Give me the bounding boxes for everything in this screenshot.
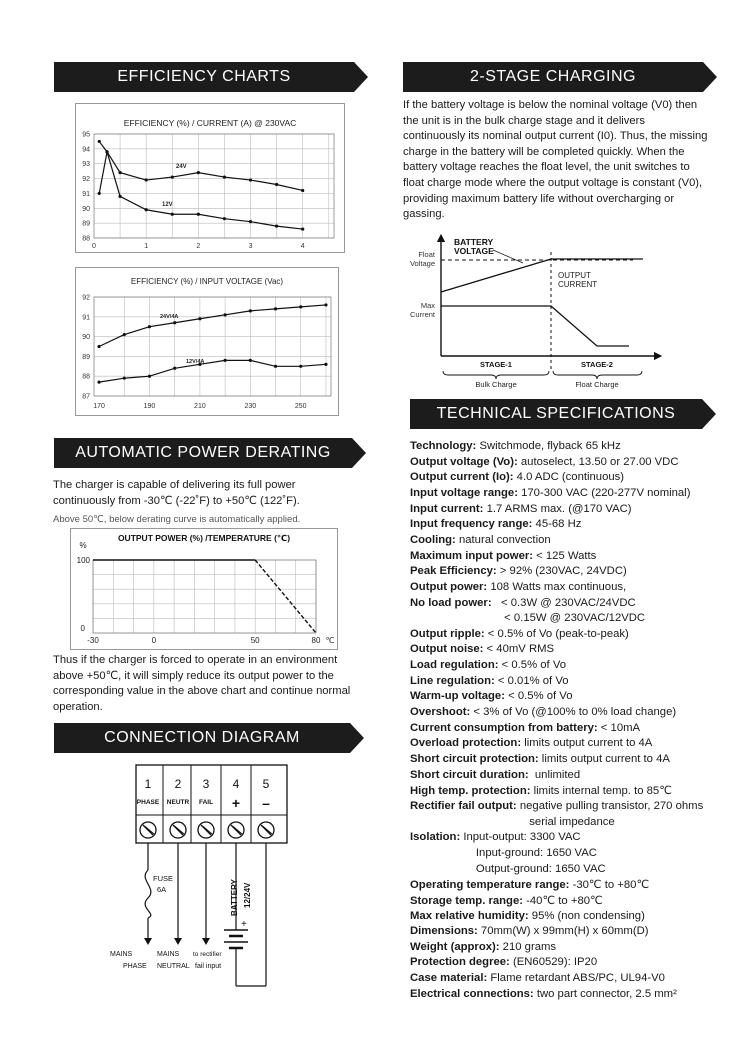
spec-value: 95% (non condensing) bbox=[528, 909, 645, 922]
spec-value: 1.7 ARMS max. (@170 VAC) bbox=[483, 502, 632, 515]
terminal-label: FAIL bbox=[198, 799, 214, 806]
data-point bbox=[105, 150, 108, 153]
data-point bbox=[301, 227, 304, 230]
efficiency-current-chart bbox=[76, 104, 344, 252]
spec-value: Input-output: 3300 VAC bbox=[460, 831, 581, 844]
x-tick-label: 250 bbox=[294, 403, 307, 410]
spec-value: < 40mV RMS bbox=[483, 643, 555, 656]
data-point bbox=[223, 217, 226, 220]
spec-row bbox=[410, 988, 677, 1000]
spec-key: Load regulation: bbox=[410, 659, 499, 672]
battery-plus: + bbox=[241, 919, 247, 930]
float-label-1: Float bbox=[418, 250, 435, 259]
x-unit-label: ℃ bbox=[325, 636, 335, 645]
spec-key: Cooling: bbox=[410, 533, 456, 546]
derating-slope-segment bbox=[255, 560, 316, 633]
derating-note: Above 50℃, below derating curve is automatically applied. bbox=[53, 514, 301, 525]
spec-value: two part connector, 2.5 mm² bbox=[533, 987, 677, 1000]
y-tick-label: 92 bbox=[82, 294, 90, 302]
x-tick-label: 2 bbox=[196, 243, 201, 250]
mains-phase-label: MAINS bbox=[110, 951, 133, 958]
spec-row bbox=[410, 722, 640, 734]
data-point bbox=[171, 213, 174, 216]
connection-diagram-header: CONNECTION DIAGRAM bbox=[54, 723, 350, 753]
spec-key: Input frequency range: bbox=[410, 518, 533, 531]
spec-value: < 0.5% of Vo bbox=[504, 690, 573, 703]
spec-row bbox=[410, 925, 649, 937]
derating-chart-box bbox=[70, 528, 338, 650]
spec-row bbox=[410, 581, 626, 593]
spec-row bbox=[410, 690, 573, 702]
neutral-label: NEUTRAL bbox=[157, 963, 190, 970]
x-tick-label: 4 bbox=[300, 243, 305, 250]
stage1-label: STAGE-1 bbox=[480, 360, 512, 369]
y-tick-label: 89 bbox=[82, 353, 90, 361]
data-point bbox=[249, 220, 252, 223]
y-tick-label: 95 bbox=[82, 131, 90, 139]
spec-row bbox=[410, 784, 672, 797]
bulk-charge-label: Bulk Charge bbox=[475, 380, 517, 389]
series-label-24v-4a: 24V/4A bbox=[160, 314, 179, 320]
data-point bbox=[98, 192, 101, 195]
spec-key: Overshoot: bbox=[410, 706, 471, 719]
efficiency-charts-header: EFFICIENCY CHARTS bbox=[54, 62, 354, 92]
spec-value: 45-68 Hz bbox=[532, 518, 582, 531]
y-tick-label: 91 bbox=[82, 190, 90, 198]
spec-row bbox=[410, 534, 551, 546]
two-stage-charging-header: 2-STAGE CHARGING bbox=[403, 62, 703, 92]
data-point bbox=[198, 317, 201, 320]
series-line-1 bbox=[99, 360, 326, 382]
spec-row bbox=[410, 863, 606, 875]
spec-value: 108 Watts max continuous, bbox=[487, 580, 627, 593]
power-derating-header: AUTOMATIC POWER DERATING bbox=[54, 438, 352, 468]
spec-row bbox=[410, 706, 676, 718]
efficiency-voltage-chart bbox=[76, 268, 338, 415]
x-tick-label: 3 bbox=[248, 243, 253, 250]
spec-row bbox=[410, 816, 615, 828]
y-tick-label: 88 bbox=[82, 373, 90, 381]
fail-input-label: fail input bbox=[195, 963, 222, 970]
spec-row bbox=[410, 612, 645, 624]
y-tick-label: 91 bbox=[82, 314, 90, 322]
spec-value: < 3% of Vo (@100% to 0% load change) bbox=[470, 706, 677, 719]
plot-frame bbox=[94, 297, 331, 396]
fuse-label: FUSE bbox=[153, 874, 174, 883]
data-point bbox=[274, 307, 277, 310]
terminal-label: NEUTR bbox=[166, 799, 190, 806]
x-tick-label: 80 bbox=[311, 636, 321, 645]
spec-value: Flame retardant ABS/PC, UL94-V0 bbox=[487, 972, 665, 985]
data-point bbox=[275, 225, 278, 228]
spec-row bbox=[410, 518, 581, 530]
output-current-label-1: OUTPUT bbox=[558, 271, 591, 280]
terminal-number: 4 bbox=[232, 777, 240, 791]
terminal-label: + bbox=[231, 795, 241, 811]
terminal-label: – bbox=[262, 795, 270, 811]
spec-row bbox=[410, 503, 632, 515]
data-point bbox=[145, 208, 148, 211]
data-point bbox=[118, 195, 121, 198]
spec-key: Short circuit duration: bbox=[410, 768, 529, 781]
spec-key: Rectifier fail output: bbox=[410, 799, 517, 812]
max-current-label-2: Current bbox=[409, 310, 435, 319]
spec-value: 70mm(W) x 99mm(H) x 60mm(D) bbox=[477, 925, 649, 938]
battery-voltage-pointer bbox=[493, 250, 523, 263]
y-tick-label: 89 bbox=[82, 220, 90, 228]
data-point bbox=[324, 303, 327, 306]
spec-value: limits output current to 4A bbox=[538, 753, 670, 765]
charging-paragraph: If the battery voltage is below the nominal voltage (V0) then the unit is in the bulk charge stage and it delivers continuously its nominal output current (I0). Thus, the missing charge in the battery will be completed quickly. When the battery voltage reaches the float level, the unit switches to float charge mode where the output voltage is constant (V0), providing maximum battery life without overcharging or gassing. bbox=[403, 99, 708, 221]
spec-row bbox=[410, 878, 649, 891]
series-line-0 bbox=[99, 305, 326, 347]
spec-row bbox=[410, 800, 703, 812]
spec-row bbox=[410, 753, 670, 765]
spec-row bbox=[410, 471, 624, 483]
fuse-rating: 6A bbox=[157, 885, 167, 894]
stage2-brace bbox=[553, 371, 642, 379]
spec-key: Line regulation: bbox=[410, 674, 495, 687]
spec-row bbox=[410, 956, 597, 968]
spec-value: < 0.15W @ 230VAC/12VDC bbox=[410, 612, 646, 625]
mains-neutral-label: MAINS bbox=[157, 951, 180, 958]
spec-row bbox=[410, 628, 629, 640]
series-label-24v: 24V bbox=[176, 164, 187, 170]
x-tick-label: 0 bbox=[151, 636, 157, 645]
spec-row bbox=[410, 941, 556, 953]
spec-value: Input-ground: 1650 VAC bbox=[410, 846, 597, 859]
spec-value: < 0.5% of Vo (peak-to-peak) bbox=[484, 627, 629, 640]
y-tick-label: 90 bbox=[82, 334, 90, 342]
spec-row bbox=[410, 847, 597, 859]
stage1-brace bbox=[443, 371, 549, 379]
spec-value: unlimited bbox=[528, 768, 581, 781]
spec-key: Warm-up voltage: bbox=[410, 690, 505, 703]
spec-value: limits internal temp. to 85℃ bbox=[530, 785, 672, 798]
spec-value: serial impedance bbox=[410, 815, 615, 828]
spec-key: Input current: bbox=[410, 502, 484, 515]
spec-key: Output noise: bbox=[410, 643, 484, 656]
y-tick-label: 92 bbox=[82, 176, 90, 184]
data-point bbox=[123, 377, 126, 380]
derating-chart bbox=[71, 529, 337, 649]
output-current-label-2: CURRENT bbox=[558, 280, 598, 289]
spec-value: 210 grams bbox=[499, 940, 557, 953]
data-point bbox=[224, 359, 227, 362]
spec-key: Weight (approx): bbox=[410, 940, 500, 953]
data-point bbox=[301, 189, 304, 192]
spec-row bbox=[410, 597, 636, 609]
spec-row bbox=[410, 831, 581, 843]
data-point bbox=[299, 365, 302, 368]
spec-key: Current consumption from battery: bbox=[410, 721, 598, 734]
data-point bbox=[299, 305, 302, 308]
data-point bbox=[118, 171, 121, 174]
spec-key: Output power: bbox=[410, 580, 488, 593]
fuse-symbol bbox=[145, 870, 151, 918]
spec-value: Switchmode, flyback 65 kHz bbox=[476, 440, 621, 452]
data-point bbox=[197, 213, 200, 216]
y-tick-label: 0 bbox=[80, 624, 85, 633]
spec-row bbox=[410, 737, 652, 749]
spec-value: limits output current to 4A bbox=[521, 737, 653, 750]
efficiency-current-chart-box bbox=[75, 103, 345, 253]
data-point bbox=[197, 171, 200, 174]
y-tick-label: 88 bbox=[82, 235, 90, 243]
stage2-label: STAGE-2 bbox=[581, 360, 613, 369]
battery-voltage-label-2: VOLTAGE bbox=[454, 246, 494, 256]
x-tick-label: 190 bbox=[143, 403, 156, 410]
spec-row bbox=[410, 769, 580, 781]
spec-value: (EN60529): IP20 bbox=[509, 956, 598, 969]
terminal-number: 3 bbox=[202, 777, 210, 791]
spec-value: < 10mA bbox=[597, 721, 641, 734]
spec-key: Operating temperature range: bbox=[410, 879, 570, 892]
technical-specs-header: TECHNICAL SPECIFICATIONS bbox=[410, 399, 702, 429]
spec-key: Protection degree: bbox=[410, 956, 510, 969]
spec-value: 170-300 VAC (220-277V nominal) bbox=[517, 486, 691, 499]
spec-key: Storage temp. range: bbox=[410, 894, 523, 907]
spec-key: Isolation: bbox=[410, 831, 461, 844]
spec-key: Max relative humidity: bbox=[410, 909, 529, 922]
phase-label: PHASE bbox=[123, 963, 147, 970]
y-tick-label: 100 bbox=[76, 556, 90, 565]
spec-row bbox=[410, 643, 554, 655]
battery-voltage-curve bbox=[441, 259, 643, 292]
data-point bbox=[145, 178, 148, 181]
data-point bbox=[173, 367, 176, 370]
spec-row bbox=[410, 910, 645, 922]
data-point bbox=[98, 140, 101, 143]
connection-diagram bbox=[100, 758, 300, 990]
spec-value: > 92% (230VAC, 24VDC) bbox=[496, 565, 627, 578]
float-label-2: Voltage bbox=[409, 259, 435, 268]
spec-row bbox=[410, 894, 603, 907]
data-point bbox=[173, 321, 176, 324]
to-rectifier-label: to rectifier bbox=[193, 951, 222, 958]
terminal-number: 2 bbox=[174, 777, 182, 791]
spec-key: Output voltage (Vo): bbox=[410, 455, 518, 468]
terminal-number: 5 bbox=[262, 777, 270, 791]
x-tick-label: 230 bbox=[244, 403, 257, 410]
x-tick-label: -30 bbox=[87, 636, 99, 645]
data-point bbox=[249, 309, 252, 312]
spec-key: Short circuit protection: bbox=[410, 753, 539, 765]
plot-frame bbox=[94, 134, 334, 238]
derating-paragraph-2: Thus if the charger is forced to operate in an environment above +50℃, it will simply reduce its output power to the corresponding value in the above chart and continue normal operation. bbox=[53, 654, 351, 713]
spec-key: Technology: bbox=[410, 440, 477, 452]
spec-value: natural convection bbox=[455, 533, 551, 546]
data-point bbox=[249, 178, 252, 181]
spec-value: negative pulling transistor, 270 ohms bbox=[516, 799, 704, 812]
spec-value: -40℃ to +80℃ bbox=[523, 894, 603, 907]
data-point bbox=[97, 381, 100, 384]
x-tick-label: 210 bbox=[194, 403, 206, 410]
data-point bbox=[324, 363, 327, 366]
derating-paragraph-1: The charger is capable of delivering its full power continuously from -30℃ (-22˚F) to +50℃ (122˚F). bbox=[53, 479, 300, 507]
output-current-curve bbox=[441, 306, 629, 346]
data-point bbox=[171, 175, 174, 178]
spec-value: -30℃ to +80℃ bbox=[569, 879, 650, 892]
spec-row bbox=[410, 659, 566, 671]
spec-key: Output ripple: bbox=[410, 627, 485, 640]
data-point bbox=[148, 375, 151, 378]
x-tick-label: 0 bbox=[92, 243, 96, 250]
charging-diagram bbox=[403, 232, 673, 392]
x-tick-label: 1 bbox=[144, 243, 149, 250]
spec-value: < 0.3W @ 230VAC/24VDC bbox=[491, 596, 636, 609]
float-charge-label: Float Charge bbox=[575, 380, 619, 389]
efficiency-voltage-chart-box bbox=[75, 267, 339, 416]
battery-voltage-label-1: BATTERY bbox=[454, 237, 494, 247]
spec-key: Peak Efficiency: bbox=[410, 565, 497, 578]
data-point bbox=[148, 325, 151, 328]
spec-value: 4.0 ADC (continuous) bbox=[513, 471, 625, 484]
data-point bbox=[97, 345, 100, 348]
battery-label: BATTERY bbox=[230, 879, 239, 916]
data-point bbox=[275, 183, 278, 186]
spec-key: Electrical connections: bbox=[410, 987, 534, 1000]
x-tick-label: 50 bbox=[250, 636, 260, 645]
data-point bbox=[274, 365, 277, 368]
spec-value: < 0.5% of Vo bbox=[498, 659, 567, 672]
battery-voltage-rating: 12/24V bbox=[243, 882, 252, 908]
y-tick-label: 87 bbox=[82, 393, 90, 401]
y-tick-label: 93 bbox=[82, 161, 90, 169]
y-tick-label: 94 bbox=[82, 146, 90, 154]
spec-row bbox=[410, 550, 596, 562]
series-label-12v-4a: 12V/4A bbox=[186, 359, 205, 365]
chart3-title: OUTPUT POWER (%) /TEMPERATURE (℃) bbox=[117, 533, 291, 543]
spec-row bbox=[410, 565, 627, 577]
spec-key: Input voltage range: bbox=[410, 486, 518, 499]
max-current-label-1: Max bbox=[420, 301, 435, 310]
spec-key: Dimensions: bbox=[410, 925, 478, 938]
spec-row bbox=[410, 456, 679, 468]
data-point bbox=[249, 359, 252, 362]
spec-value: < 0.01% of Vo bbox=[494, 674, 569, 687]
terminal-label: PHASE bbox=[136, 799, 160, 806]
spec-row bbox=[410, 972, 665, 984]
y-unit-label: % bbox=[79, 541, 87, 550]
spec-row bbox=[410, 440, 621, 452]
spec-key: Maximum input power: bbox=[410, 549, 534, 562]
spec-value: Output-ground: 1650 VAC bbox=[410, 862, 606, 875]
chart2-title: EFFICIENCY (%) / INPUT VOLTAGE (Vac) bbox=[130, 277, 284, 286]
data-point bbox=[223, 175, 226, 178]
spec-key: Output current (Io): bbox=[410, 471, 514, 484]
spec-key: No load power: bbox=[410, 596, 492, 609]
spec-key: Overload protection: bbox=[410, 737, 522, 750]
series-label-12v: 12V bbox=[162, 202, 173, 208]
chart1-title: EFFICIENCY (%) / CURRENT (A) @ 230VAC bbox=[123, 118, 297, 128]
y-tick-label: 90 bbox=[82, 205, 90, 213]
spec-value: autoselect, 13.50 or 27.00 VDC bbox=[517, 455, 679, 468]
plot-frame bbox=[93, 560, 316, 633]
x-tick-label: 170 bbox=[93, 403, 105, 410]
data-point bbox=[224, 313, 227, 316]
spec-value: < 125 Watts bbox=[533, 549, 597, 562]
spec-key: Case material: bbox=[410, 972, 488, 985]
spec-row bbox=[410, 487, 690, 499]
terminal-number: 1 bbox=[144, 777, 152, 791]
spec-row bbox=[410, 675, 569, 687]
spec-key: High temp. protection: bbox=[410, 785, 531, 798]
data-point bbox=[123, 333, 126, 336]
